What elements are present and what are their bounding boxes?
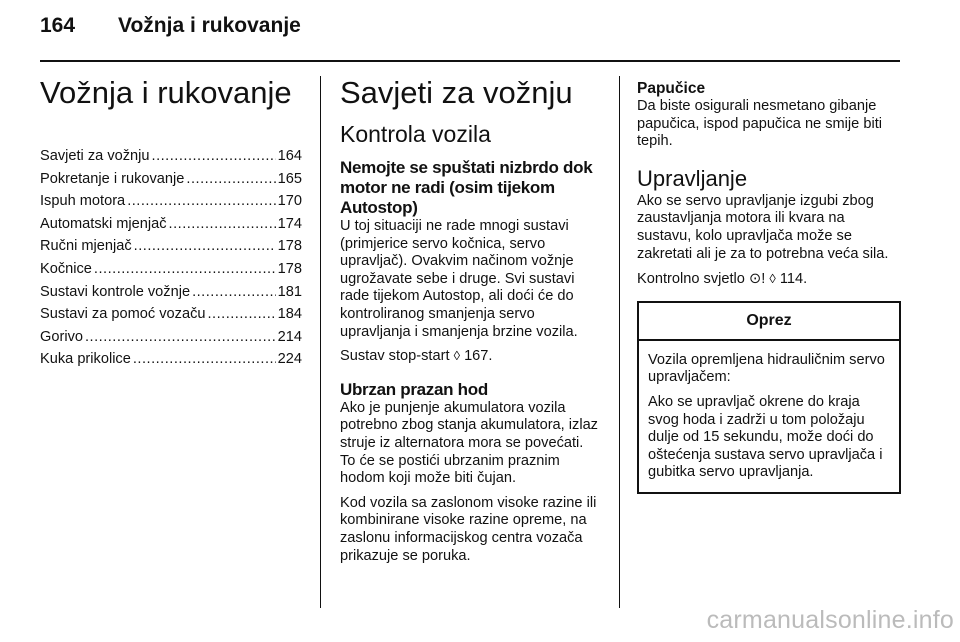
toc-entry[interactable]: Ispuh motora ..... 170: [40, 193, 302, 216]
subsection-title: Kontrola vozila: [340, 121, 491, 147]
driving-tips-column: [340, 74, 602, 565]
table-of-contents: [40, 148, 302, 374]
subsection-title: Upravljanje: [637, 165, 748, 191]
paragraph: Ako je punjenje akumulatora vozila potrebno zbog stanja akumulatora, izlaz struje iz alternatora mora se povećati. To će se postići ubrzanim praznim hodom koji može biti čujan.: [340, 399, 598, 487]
chapter-contents-column: [40, 74, 302, 374]
toc-entry[interactable]: Pokretanje i rukovanje ..... 165: [40, 171, 302, 194]
steering-warning-lamp-icon: ⊙!: [748, 271, 766, 288]
column-divider-1: [320, 76, 321, 608]
reference-arrow-icon: ◊: [769, 271, 776, 287]
chapter-title: Vožnja i rukovanje: [40, 75, 292, 110]
caution-box: [637, 301, 901, 494]
topic-heading: Papučice: [637, 80, 706, 97]
paragraph: Da biste osigurali nesmetano gibanje papučica, ispod papučica ne smije biti tepih.: [637, 98, 882, 150]
controls-column: [637, 80, 901, 494]
topic-heading: Nemojte se spuštati nizbrdo dok motor ne radi (osim tijekom Autostop): [340, 158, 593, 217]
toc-entry[interactable]: Sustavi za pomoć vozaču ..... 184: [40, 306, 302, 329]
toc-entry[interactable]: Gorivo ..... 214: [40, 329, 302, 352]
toc-entry[interactable]: Kočnice ..... 178: [40, 261, 302, 284]
paragraph: Kod vozila sa zaslonom visoke razine ili kombinirane visoke razine opreme, na zaslonu informacijskog centra vozača prikazuje se poruka.: [340, 494, 597, 564]
cross-reference: Sustav stop-start ◊ 167.: [340, 348, 493, 365]
caution-title: Oprez: [639, 303, 899, 341]
reference-page-link[interactable]: 114.: [779, 271, 808, 288]
toc-entry[interactable]: Automatski mjenjač ..... 174: [40, 216, 302, 239]
page-number: 164: [40, 14, 76, 37]
header-rule: [40, 60, 900, 62]
topic-heading: Ubrzan prazan hod: [340, 379, 488, 399]
reference-page-link[interactable]: 167.: [464, 348, 493, 365]
cross-reference: Kontrolno svjetlo ⊙! ◊ 114.: [637, 271, 808, 288]
toc-entry[interactable]: Savjeti za vožnju ..... 164: [40, 148, 302, 171]
column-divider-2: [619, 76, 620, 608]
section-title: Savjeti za vožnju: [340, 75, 573, 110]
header-title: Vožnja i rukovanje: [118, 14, 301, 37]
watermark: carmanualsonline.info: [706, 606, 954, 634]
paragraph: Ako se servo upravljanje izgubi zbog zaustavljanja motora ili kvara na sustavu, kolo upravljača može se zakretati ali je za to potrebna veća sila.: [637, 192, 889, 262]
toc-entry[interactable]: Ručni mjenjač ..... 178: [40, 238, 302, 261]
paragraph: Ako se upravljač okrene do kraja svog hoda i zadrži u tom položaju dulje od 15 sekundu, može doći do oštećenja sustava servo upravljača i gubitka servo upravljanja.: [648, 393, 883, 481]
toc-entry[interactable]: Kuka prikolice ..... 224: [40, 351, 302, 374]
reference-arrow-icon: ◊: [453, 348, 460, 364]
page-header: [40, 14, 900, 48]
paragraph: Vozila opremljena hidrauličnim servo upravljačem:: [648, 351, 885, 386]
paragraph: U toj situaciji ne rade mnogi sustavi (primjerice servo kočnica, servo upravljač). Ovakvim načinom vožnje ugrožavate sebe i druge. Svi sustavi rade tijekom Autostop, ali doći će do kontroliranog smanjenja servo upravljanja i smanjenja brzine vozila.: [340, 218, 578, 340]
toc-entry[interactable]: Sustavi kontrole vožnje ..... 181: [40, 284, 302, 307]
